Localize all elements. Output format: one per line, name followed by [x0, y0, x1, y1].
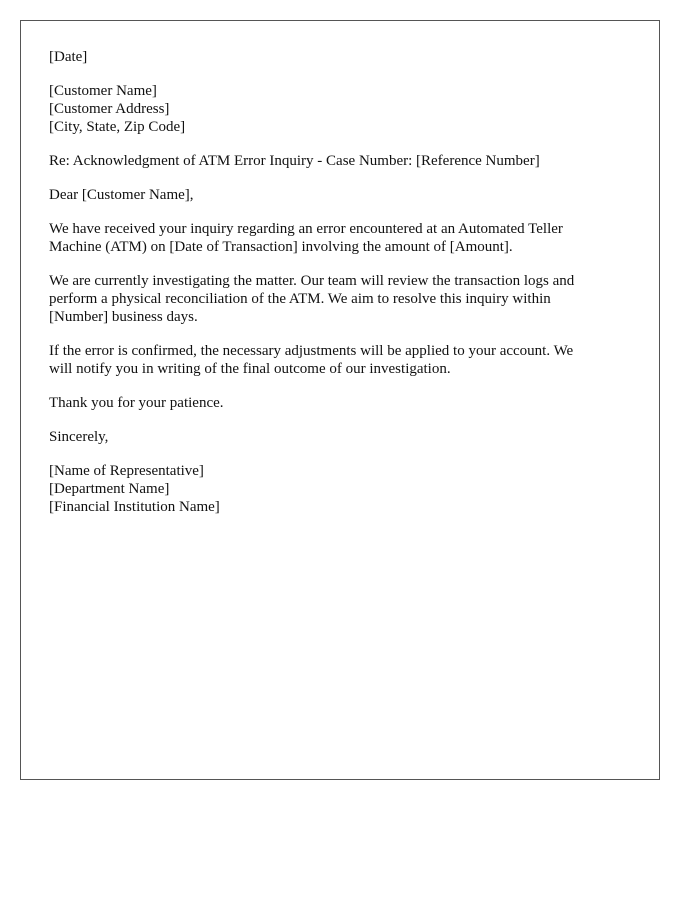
letter-date: [Date] [49, 49, 88, 65]
spacer [49, 412, 634, 428]
paragraph-line: We are currently investigating the matter. Our team will review the transaction logs and [49, 273, 575, 289]
paragraph-thanks [49, 394, 634, 412]
signature-institution: [Financial Institution Name] [49, 499, 220, 515]
spacer [49, 170, 634, 186]
paragraph-adjustments [49, 342, 634, 378]
paragraph-line: Thank you for your patience. [49, 395, 224, 411]
paragraph-investigation [49, 272, 634, 326]
subject-line: Re: Acknowledgment of ATM Error Inquiry - Case Number: [Reference Number] [49, 153, 540, 169]
recipient-block [49, 82, 634, 136]
letter-page [20, 20, 660, 780]
spacer [49, 446, 634, 462]
paragraph-line: [Number] business days. [49, 309, 198, 325]
spacer [49, 204, 634, 220]
signature-representative: [Name of Representative] [49, 463, 204, 479]
recipient-city-state-zip: [City, State, Zip Code] [49, 119, 186, 135]
paragraph-line: Machine (ATM) on [Date of Transaction] involving the amount of [Amount]. [49, 239, 513, 255]
paragraph-line: will notify you in writing of the final outcome of our investigation. [49, 361, 451, 377]
signature-block [49, 462, 634, 516]
spacer [49, 136, 634, 152]
letter-body [49, 48, 634, 516]
spacer [49, 326, 634, 342]
salutation: Dear [Customer Name], [49, 187, 194, 203]
paragraph-inquiry-received [49, 220, 634, 256]
closing: Sincerely, [49, 429, 109, 445]
paragraph-line: perform a physical reconciliation of the ATM. We aim to resolve this inquiry within [49, 291, 551, 307]
paragraph-line: If the error is confirmed, the necessary adjustments will be applied to your account. We [49, 343, 574, 359]
spacer [49, 256, 634, 272]
spacer [49, 378, 634, 394]
spacer [49, 66, 634, 82]
recipient-name: [Customer Name] [49, 83, 157, 99]
paragraph-line: We have received your inquiry regarding an error encountered at an Automated Teller [49, 221, 563, 237]
recipient-address: [Customer Address] [49, 101, 170, 117]
signature-department: [Department Name] [49, 481, 170, 497]
